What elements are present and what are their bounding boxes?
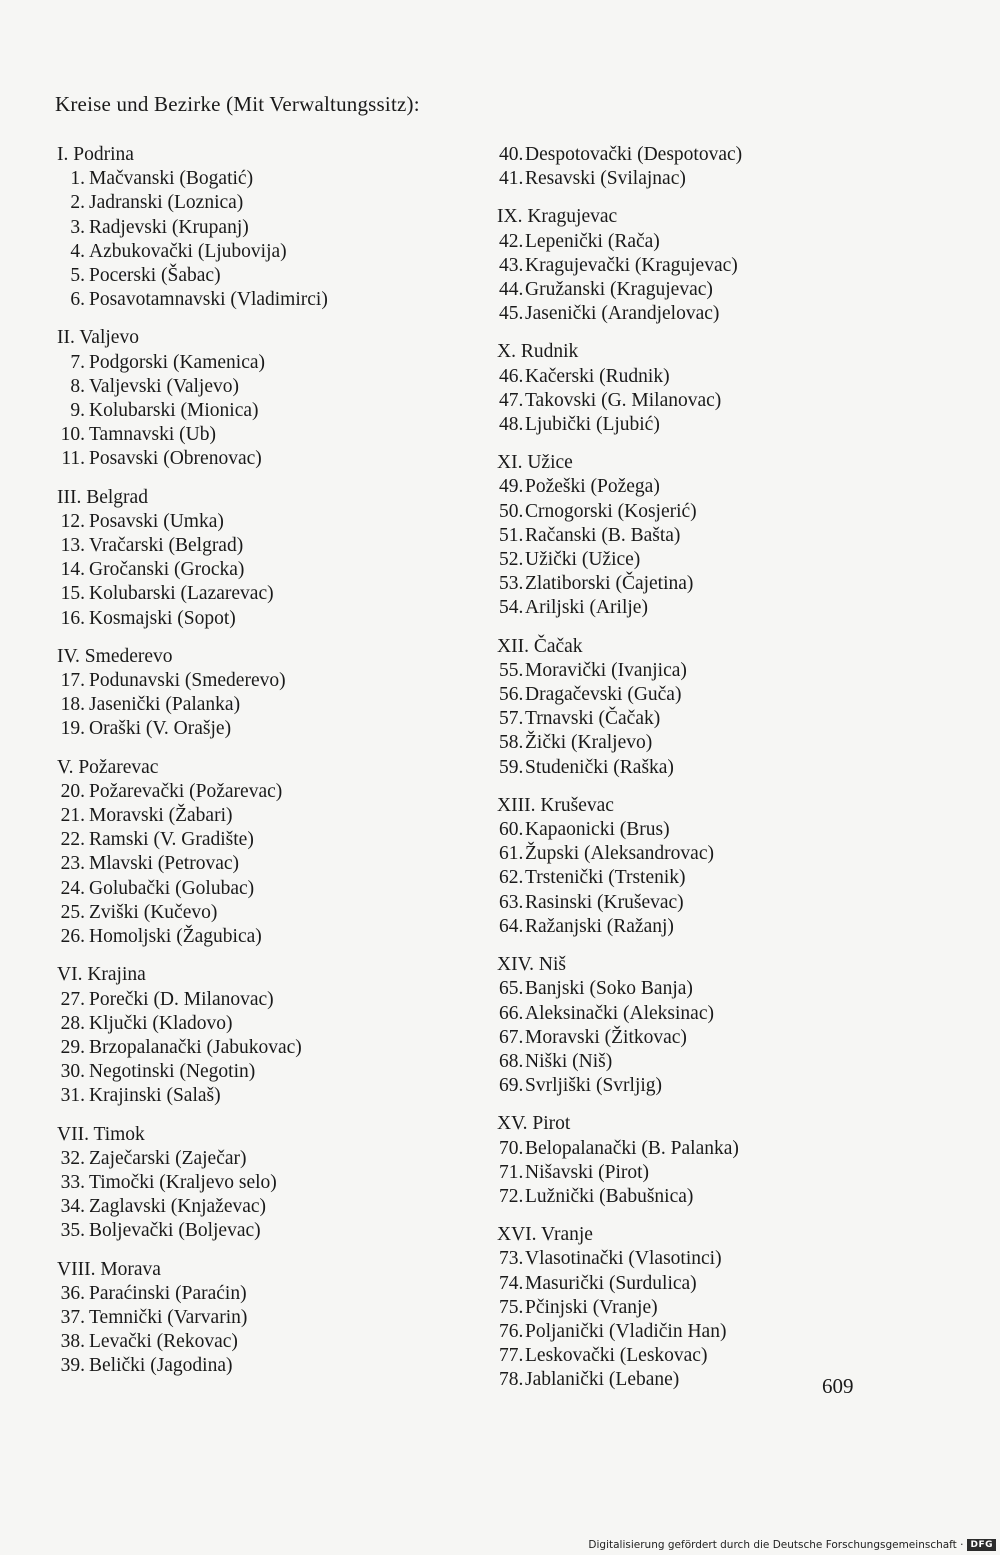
district-group (57, 756, 477, 950)
item-text: Radjevski (Krupanj) (89, 216, 249, 238)
left-column (57, 143, 477, 1393)
item-text: Studenički (Raška) (525, 756, 674, 778)
list-item (57, 1219, 477, 1243)
list-item (57, 1306, 477, 1330)
item-text: Zaječarski (Zaječar) (89, 1147, 247, 1169)
list-item (57, 167, 477, 191)
item-number: 33. (60, 1171, 85, 1193)
list-item (497, 1137, 937, 1161)
list-item (57, 717, 477, 741)
item-text: Trstenički (Trstenik) (525, 867, 686, 889)
item-text: Požarevački (Požarevac) (89, 780, 283, 802)
district-group-title: VI. Krajina (57, 964, 146, 986)
district-group-title: XI. Užice (497, 452, 573, 474)
item-number: 54. (499, 597, 524, 619)
district-group-title: III. Belgrad (57, 486, 148, 508)
item-text: Nišavski (Pirot) (525, 1161, 650, 1183)
item-number: 20. (60, 780, 85, 802)
list-item (57, 1354, 477, 1378)
list-item (497, 731, 937, 755)
item-text: Kosmajski (Sopot) (89, 607, 236, 629)
item-number: 10. (60, 424, 85, 446)
item-text: Podunavski (Smederevo) (89, 670, 286, 692)
item-text: Pocerski (Šabac) (89, 265, 221, 287)
district-group-title: I. Podrina (57, 144, 134, 165)
list-item (497, 683, 937, 707)
item-text: Valjevski (Valjevo) (89, 375, 240, 397)
item-text: Ramski (V. Gradište) (89, 829, 254, 851)
item-number: 44. (499, 279, 524, 301)
item-number: 32. (60, 1147, 85, 1169)
item-number: 64. (499, 915, 524, 937)
list-item (497, 500, 937, 524)
list-item (497, 818, 937, 842)
item-text: Posavski (Obrenovac) (89, 448, 262, 470)
list-item (57, 988, 477, 1012)
item-text: Ključki (Kladovo) (89, 1012, 233, 1034)
district-group (57, 326, 477, 471)
list-item (497, 1026, 937, 1050)
item-number: 1. (70, 168, 85, 190)
list-item (497, 365, 937, 389)
item-number: 70. (499, 1137, 524, 1159)
district-group-title: V. Požarevac (57, 756, 159, 778)
list-item (497, 413, 937, 437)
district-group-title: II. Valjevo (57, 327, 139, 349)
item-text: Brzopalanački (Jabukovac) (89, 1036, 302, 1058)
item-text: Mlavski (Petrovac) (89, 853, 240, 875)
item-number: 76. (499, 1320, 524, 1342)
item-number: 40. (499, 144, 524, 165)
list-item (497, 842, 937, 866)
list-item (497, 707, 937, 731)
item-number: 31. (60, 1085, 85, 1107)
item-text: Trnavski (Čačak) (525, 708, 661, 730)
list-item (497, 143, 937, 167)
list-item (497, 1272, 937, 1296)
district-group-title: XV. Pirot (497, 1113, 571, 1135)
list-item (57, 264, 477, 288)
list-item (57, 375, 477, 399)
district-group (57, 645, 477, 742)
item-text: Crnogorski (Kosjerić) (525, 500, 697, 522)
item-number: 78. (499, 1369, 524, 1391)
item-text: Gročanski (Grocka) (89, 559, 245, 581)
district-group (497, 1223, 937, 1392)
item-number: 23. (60, 853, 85, 875)
list-item (57, 877, 477, 901)
list-item (497, 866, 937, 890)
item-number: 5. (70, 265, 85, 287)
item-number: 65. (499, 978, 524, 1000)
item-number: 30. (60, 1061, 85, 1083)
item-text: Homoljski (Žagubica) (89, 926, 262, 948)
item-number: 66. (499, 1002, 524, 1024)
district-group-title: XVI. Vranje (497, 1224, 593, 1246)
item-number: 11. (61, 448, 85, 470)
list-item (57, 1330, 477, 1354)
item-number: 25. (60, 901, 85, 923)
item-text: Zviški (Kučevo) (89, 901, 218, 923)
list-item (497, 1002, 937, 1026)
item-number: 68. (499, 1050, 524, 1072)
item-text: Vlasotinački (Vlasotinci) (525, 1248, 722, 1270)
item-number: 38. (60, 1331, 85, 1353)
item-number: 28. (60, 1012, 85, 1034)
item-text: Posavotamnavski (Vladimirci) (89, 289, 328, 311)
list-item (497, 548, 937, 572)
list-item (497, 1320, 937, 1344)
item-text: Jablanički (Lebane) (525, 1369, 680, 1391)
item-text: Aleksinački (Aleksinac) (525, 1002, 714, 1024)
item-text: Svrljiški (Svrljig) (525, 1075, 663, 1097)
list-item (57, 693, 477, 717)
list-item (57, 1147, 477, 1171)
item-text: Levački (Rekovac) (89, 1331, 238, 1353)
list-item (497, 1185, 937, 1209)
list-item (57, 607, 477, 631)
item-number: 16. (60, 607, 85, 629)
item-text: Kolubarski (Lazarevac) (89, 583, 274, 605)
item-number: 12. (60, 510, 85, 532)
item-number: 13. (60, 535, 85, 557)
item-text: Golubački (Golubac) (89, 877, 255, 899)
item-text: Župski (Aleksandrovac) (525, 843, 714, 865)
list-item (497, 230, 937, 254)
item-number: 43. (499, 254, 524, 276)
item-number: 60. (499, 819, 524, 841)
item-number: 63. (499, 891, 524, 913)
item-number: 26. (60, 926, 85, 948)
list-item (57, 804, 477, 828)
list-item (497, 1074, 937, 1098)
item-text: Paraćinski (Paraćin) (89, 1282, 247, 1304)
item-number: 67. (499, 1026, 524, 1048)
item-number: 73. (499, 1248, 524, 1270)
district-group-title: XIV. Niš (497, 954, 566, 976)
district-group (57, 1258, 477, 1379)
district-group (57, 963, 477, 1108)
item-text: Banjski (Soko Banja) (525, 978, 693, 1000)
item-text: Žički (Kraljevo) (525, 732, 653, 754)
item-text: Zlatiborski (Čajetina) (525, 573, 694, 595)
district-group-title: X. Rudnik (497, 341, 579, 363)
item-number: 21. (60, 805, 85, 827)
item-text: Vračarski (Belgrad) (89, 535, 244, 557)
district-group (57, 1123, 477, 1244)
item-number: 41. (499, 168, 524, 190)
item-number: 51. (499, 524, 524, 546)
item-text: Ražanjski (Ražanj) (525, 915, 674, 937)
item-text: Kapaonicki (Brus) (525, 819, 670, 841)
item-text: Leskovački (Leskovac) (525, 1345, 708, 1367)
item-text: Belički (Jagodina) (89, 1355, 233, 1377)
item-number: 8. (70, 375, 85, 397)
item-text: Resavski (Svilajnac) (525, 168, 686, 190)
list-item (57, 534, 477, 558)
item-number: 59. (499, 756, 524, 778)
list-item (57, 828, 477, 852)
item-text: Račanski (B. Bašta) (525, 524, 681, 546)
district-group-title: IX. Kragujevac (497, 206, 618, 228)
item-text: Porečki (D. Milanovac) (89, 988, 274, 1010)
list-item (497, 596, 937, 620)
list-item (497, 167, 937, 191)
item-text: Niški (Niš) (525, 1050, 613, 1072)
item-number: 35. (60, 1220, 85, 1242)
list-item (57, 191, 477, 215)
page-heading: Kreise und Bezirke (Mit Verwaltungssitz): (55, 92, 420, 116)
list-item (497, 302, 937, 326)
item-text: Moravski (Žitkovac) (525, 1026, 687, 1048)
list-item (57, 216, 477, 240)
item-text: Kolubarski (Mionica) (89, 400, 259, 422)
item-text: Temnički (Varvarin) (89, 1306, 248, 1328)
item-number: 61. (499, 843, 524, 865)
item-number: 71. (499, 1161, 524, 1183)
list-item (497, 659, 937, 683)
list-item (497, 1368, 937, 1392)
district-group (497, 794, 937, 939)
list-item (57, 1195, 477, 1219)
list-item (57, 447, 477, 471)
list-item (57, 1084, 477, 1108)
district-group (497, 143, 937, 191)
item-number: 75. (499, 1296, 524, 1318)
item-text: Negotinski (Negotin) (89, 1061, 256, 1083)
digitization-footer (588, 1539, 996, 1551)
list-item (57, 582, 477, 606)
item-number: 55. (499, 659, 524, 681)
item-number: 46. (499, 365, 524, 387)
list-item (57, 558, 477, 582)
item-number: 58. (499, 732, 524, 754)
list-item (497, 254, 937, 278)
item-number: 3. (70, 216, 85, 238)
list-item (497, 977, 937, 1001)
item-number: 34. (60, 1196, 85, 1218)
item-number: 50. (499, 500, 524, 522)
item-text: Masurički (Surdulica) (525, 1272, 697, 1294)
item-text: Jasenički (Palanka) (89, 694, 241, 716)
item-text: Mačvanski (Bogatić) (89, 168, 254, 190)
list-item (497, 1050, 937, 1074)
item-text: Gružanski (Kragujevac) (525, 279, 713, 301)
district-group-title: VIII. Morava (57, 1258, 161, 1280)
item-text: Tamnavski (Ub) (89, 424, 216, 446)
item-number: 27. (60, 988, 85, 1010)
item-number: 49. (499, 476, 524, 498)
list-item (57, 1171, 477, 1195)
item-text: Moravički (Ivanjica) (525, 659, 687, 681)
item-text: Rasinski (Kruševac) (525, 891, 684, 913)
item-text: Kragujevački (Kragujevac) (525, 254, 738, 276)
item-number: 29. (60, 1036, 85, 1058)
item-number: 47. (499, 389, 524, 411)
item-number: 42. (499, 230, 524, 252)
item-number: 36. (60, 1282, 85, 1304)
district-group (57, 486, 477, 631)
item-text: Belopalanački (B. Palanka) (525, 1137, 739, 1159)
item-number: 22. (60, 829, 85, 851)
list-item (497, 915, 937, 939)
district-group (497, 205, 937, 326)
item-number: 7. (70, 351, 85, 373)
item-text: Pčinjski (Vranje) (525, 1296, 658, 1318)
item-number: 19. (60, 718, 85, 740)
list-item (497, 475, 937, 499)
district-group-title: VII. Timok (57, 1123, 145, 1145)
item-text: Jadranski (Loznica) (89, 192, 244, 214)
item-number: 53. (499, 573, 524, 595)
item-number: 6. (70, 289, 85, 311)
item-text: Ljubički (Ljubić) (525, 414, 660, 436)
item-number: 77. (499, 1345, 524, 1367)
item-number: 72. (499, 1185, 524, 1207)
district-group (497, 635, 937, 780)
list-item (57, 423, 477, 447)
list-item (57, 1036, 477, 1060)
item-text: Oraški (V. Orašje) (89, 718, 232, 740)
item-number: 69. (499, 1075, 524, 1097)
district-group-title: XIII. Kruševac (497, 794, 614, 816)
item-number: 14. (60, 559, 85, 581)
list-item (57, 288, 477, 312)
list-item (497, 1344, 937, 1368)
item-text: Ariljski (Arilje) (525, 597, 648, 619)
list-item (497, 1247, 937, 1271)
item-number: 56. (499, 684, 524, 706)
item-number: 2. (70, 192, 85, 214)
item-number: 57. (499, 708, 524, 730)
footer-text: Digitalisierung gefördert durch die Deutsche Forschungsgemeinschaft · (588, 1539, 964, 1551)
item-text: Požeški (Požega) (525, 476, 660, 498)
dfg-logo-icon: DFG (967, 1539, 996, 1551)
list-item (57, 1012, 477, 1036)
list-item (57, 901, 477, 925)
item-text: Jasenički (Arandjelovac) (525, 303, 720, 325)
item-number: 39. (60, 1355, 85, 1377)
item-text: Krajinski (Salaš) (89, 1085, 221, 1107)
list-item (57, 669, 477, 693)
item-number: 45. (499, 303, 524, 325)
item-text: Poljanički (Vladičin Han) (525, 1320, 727, 1342)
district-group (497, 1112, 937, 1209)
list-item (57, 1282, 477, 1306)
right-column (497, 143, 937, 1407)
item-number: 4. (70, 240, 85, 262)
item-number: 9. (70, 400, 85, 422)
item-number: 24. (60, 877, 85, 899)
district-group-title: XII. Čačak (497, 635, 583, 657)
list-item (497, 524, 937, 548)
list-item (57, 351, 477, 375)
list-item (57, 852, 477, 876)
item-text: Posavski (Umka) (89, 510, 224, 532)
list-item (497, 1296, 937, 1320)
list-item (497, 389, 937, 413)
list-item (497, 756, 937, 780)
item-text: Užički (Užice) (525, 549, 641, 571)
item-text: Lužnički (Babušnica) (525, 1185, 694, 1207)
district-group (497, 451, 937, 620)
list-item (497, 278, 937, 302)
list-item (57, 1060, 477, 1084)
item-number: 37. (60, 1306, 85, 1328)
district-group (57, 143, 477, 312)
list-item (57, 240, 477, 264)
item-number: 52. (499, 549, 524, 571)
item-text: Podgorski (Kamenica) (89, 351, 265, 373)
item-text: Timočki (Kraljevo selo) (89, 1171, 277, 1193)
list-item (497, 572, 937, 596)
item-number: 18. (60, 694, 85, 716)
list-item (57, 510, 477, 534)
page-number: 609 (822, 1374, 854, 1398)
list-item (57, 925, 477, 949)
list-item (57, 399, 477, 423)
item-text: Despotovački (Despotovac) (525, 144, 743, 165)
item-number: 74. (499, 1272, 524, 1294)
list-item (497, 1161, 937, 1185)
list-item (57, 780, 477, 804)
district-group (497, 953, 937, 1098)
item-text: Dragačevski (Guča) (525, 684, 682, 706)
item-text: Zaglavski (Knjaževac) (89, 1196, 267, 1218)
item-number: 15. (60, 583, 85, 605)
item-text: Kačerski (Rudnik) (525, 365, 670, 387)
item-text: Azbukovački (Ljubovija) (89, 240, 287, 262)
district-group (497, 340, 937, 437)
list-item (497, 891, 937, 915)
item-number: 17. (60, 670, 85, 692)
item-text: Moravski (Žabari) (89, 805, 233, 827)
item-number: 48. (499, 414, 524, 436)
district-group-title: IV. Smederevo (57, 645, 173, 667)
item-number: 62. (499, 867, 524, 889)
item-text: Takovski (G. Milanovac) (525, 389, 722, 411)
item-text: Boljevački (Boljevac) (89, 1220, 261, 1242)
item-text: Lepenički (Rača) (525, 230, 660, 252)
